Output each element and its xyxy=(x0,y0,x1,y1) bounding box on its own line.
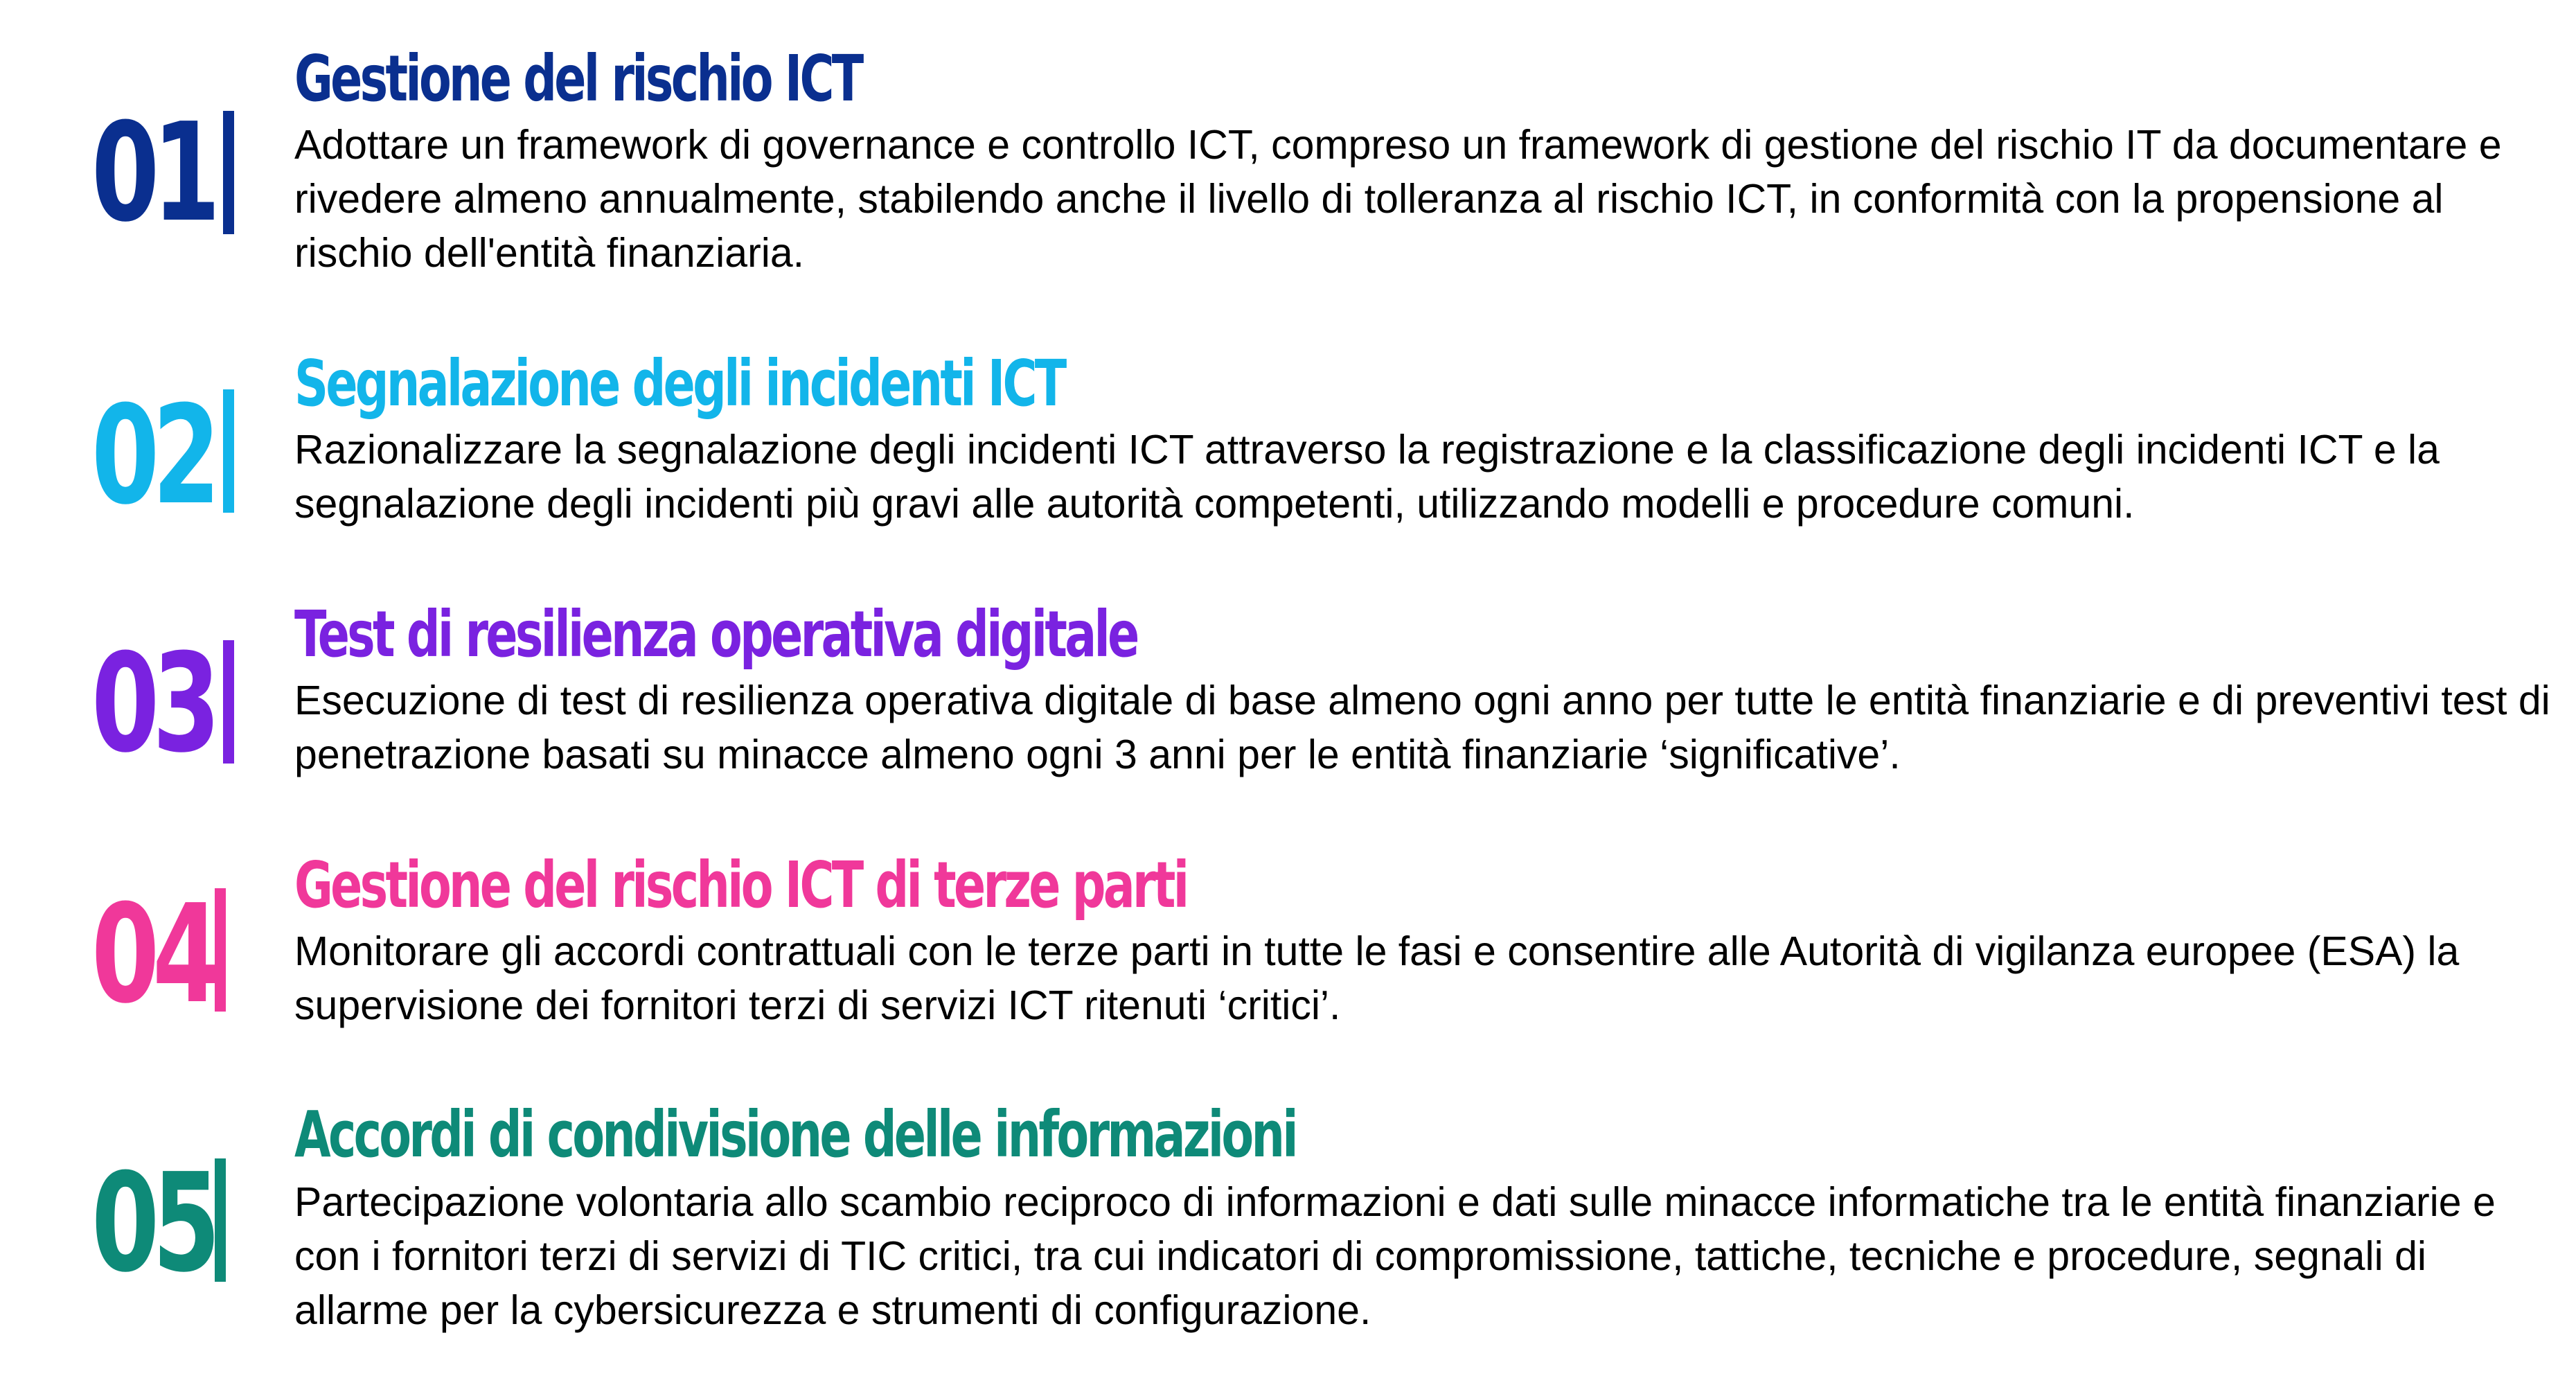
item-title: Accordi di condivisione delle informazioni xyxy=(294,1097,1296,1172)
item-title: Gestione del rischio ICT xyxy=(294,42,862,116)
item-description: Monitorare gli accordi contrattuali con le terze parti in tutte le fasi e consentire alle Autorità di vigilanza europee (ESA) la supervisione dei fornitori terzi di servizi ICT ritenuti ‘critici’. xyxy=(294,928,2460,1028)
item-divider-bar xyxy=(223,389,234,513)
item-divider-bar xyxy=(223,640,234,764)
item-divider-bar xyxy=(215,888,226,1012)
item-divider-bar xyxy=(223,111,234,234)
item-description: Partecipazione volontaria allo scambio reciproco di informazioni e dati sulle minacce informatiche tra le entità finanziarie e con i fornitori terzi di servizi di TIC critici, tra cui indicatori di compromissione, tattiche, tecniche e procedure, segnali di allarme per la cybersicurezza e strumenti di configurazione. xyxy=(294,1179,2496,1333)
item-title: Test di resilienza operativa digitale xyxy=(294,597,1137,671)
item-description: Adottare un framework di governance e controllo ICT, compreso un framework di gestione del rischio IT da documentare e rivedere almeno annualmente, stabilendo anche il livello di tolleranza al rischio ICT, in conformità con la propensione al rischio dell'entità finanziaria. xyxy=(294,122,2502,276)
item-number: 01 xyxy=(91,94,214,252)
item-description: Razionalizzare la segnalazione degli incidenti ICT attraverso la registrazione e la classificazione degli incidenti ICT e la segnalazione degli incidenti più gravi alle autorità competenti, utilizzando modelli e procedure comuni. xyxy=(294,427,2440,527)
item-number: 05 xyxy=(91,1145,214,1303)
item-description: Esecuzione di test di resilienza operativa digitale di base almeno ogni anno per tutte le entità finanziarie e di preventivi test di penetrazione basati su minacce almeno ogni 3 anni per le entità finanziarie ‘significative’. xyxy=(294,678,2550,777)
item-number: 02 xyxy=(91,377,214,535)
item-number: 04 xyxy=(91,876,214,1034)
item-title: Gestione del rischio ICT di terze parti xyxy=(294,848,1187,922)
item-divider-bar xyxy=(215,1158,226,1282)
item-title: Segnalazione degli incidenti ICT xyxy=(294,346,1065,421)
item-number: 03 xyxy=(91,625,214,783)
